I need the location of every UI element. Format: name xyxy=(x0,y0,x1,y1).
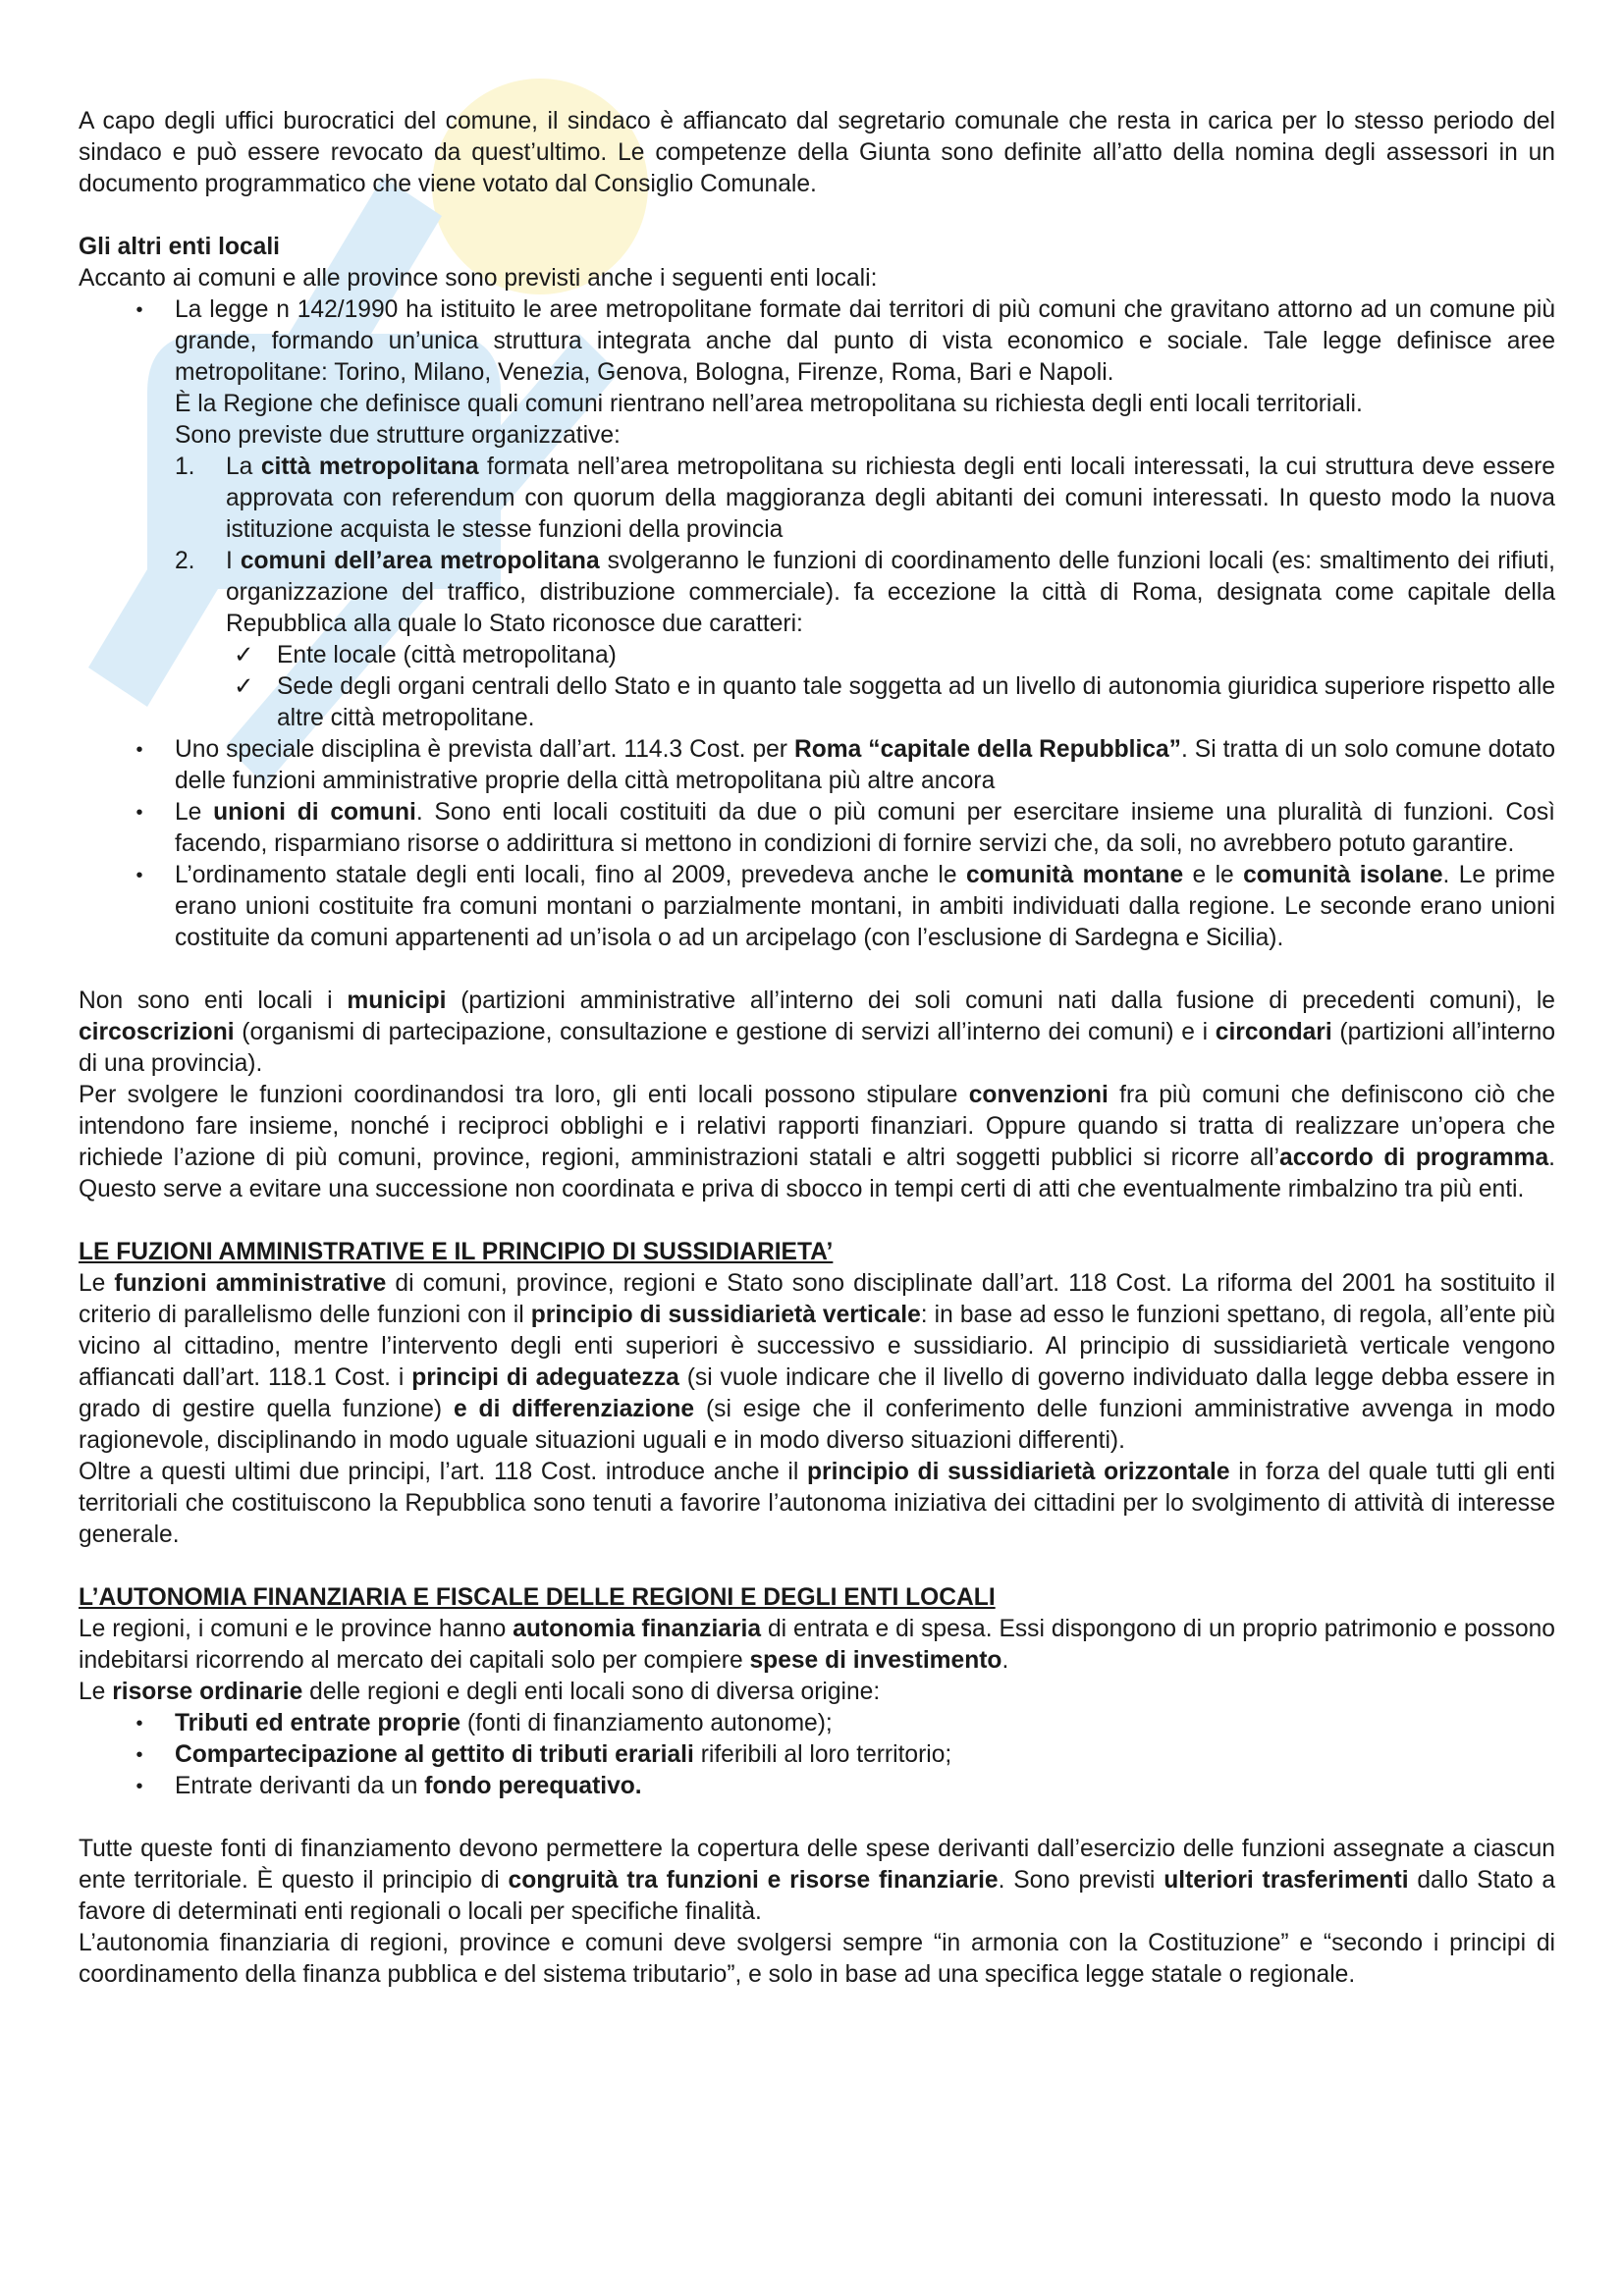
list-item xyxy=(79,797,1555,860)
text-run: di comuni, province, regioni e Stato sono disciplinate dall’art. 118 Cost. La riforma del 2001 ha sostituito il criterio di parallelismo delle funzioni con il xyxy=(79,1270,1555,1328)
bullet-icon: • xyxy=(135,802,143,824)
text-run: dallo Stato a favore di determinati enti regionali o locali per specifiche finalità. xyxy=(79,1867,1556,1925)
text-run: (partizioni amministrative all’interno dei soli comuni nati dalla fusione di precedenti comuni), le xyxy=(446,988,1555,1014)
text-run: Oltre a questi ultimi due principi, l’art. 118 Cost. introduce anche il xyxy=(79,1459,808,1485)
intro-paragraph: A capo degli uffici burocratici del comune, il sindaco è affiancato dal segretario comunale che resta in carica per lo stesso periodo del sindaco e può essere revocato da quest’ultimo. Le competenze della Giunta sono definite all’atto della nomina degli assessori in un documento programmatico che viene votato dal Consiglio Comunale. xyxy=(79,108,1555,197)
document-page xyxy=(79,106,1555,1991)
bullet-icon: • xyxy=(135,739,143,761)
list-item xyxy=(79,1771,1555,1802)
paragraph-armonia: L’autonomia finanziaria di regioni, province e comuni deve svolgersi sempre “in armonia con la Costituzione” e “secondo i principi di coordinamento della finanza pubblica e del sistema tributario”, e solo in base ad una specifica legge statale o regionale. xyxy=(79,1930,1555,1988)
bold-term: municipi xyxy=(347,988,447,1014)
text-run: Per svolgere le funzioni coordinandosi tra loro, gli enti locali possono stipulare xyxy=(79,1082,969,1108)
check-list xyxy=(226,640,1555,734)
numbered-item xyxy=(175,452,1555,546)
list-item xyxy=(79,1739,1555,1771)
list-item xyxy=(79,860,1555,954)
check-item xyxy=(226,640,1555,671)
bold-term: comuni dell’area metropolitana xyxy=(240,548,600,574)
text-run: formata nell’area metropolitana su richiesta degli enti locali interessati, la cui struttura deve essere approvata con referendum con quorum della maggioranza degli abitanti dei comuni interessati. In questo modo la nuova istituzione acquista le stesse funzioni della provincia xyxy=(226,454,1555,543)
bold-term: Tributi ed entrate proprie xyxy=(175,1710,461,1736)
bold-term: risorse ordinarie xyxy=(112,1679,303,1705)
text-run: Le regioni, i comuni e le province hanno xyxy=(79,1616,514,1642)
text-run: . Si tratta di un solo comune dotato delle funzioni amministrative proprie della città metropolitana più altre ancora xyxy=(175,736,1555,794)
bold-term: convenzioni xyxy=(968,1082,1109,1108)
bold-term: Roma “capitale della Repubblica” xyxy=(793,736,1181,763)
bold-term: principio di sussidiarietà verticale xyxy=(530,1302,921,1328)
paragraph-convenzioni xyxy=(79,1080,1555,1205)
checkmark-icon: ✓ xyxy=(234,673,254,700)
bullet-icon: • xyxy=(135,1713,143,1735)
check-item xyxy=(226,671,1555,734)
bold-term: città metropolitana xyxy=(260,454,479,480)
bold-term: unioni di comuni xyxy=(213,799,416,826)
bold-term: fondo perequativo. xyxy=(424,1773,642,1799)
text-run: (organismi di partecipazione, consultazione e gestione di servizi all’interno dei comuni) e i xyxy=(234,1019,1216,1045)
bold-term: accordo di programma xyxy=(1279,1145,1549,1171)
bold-term: e di differenziazione xyxy=(454,1396,695,1422)
bold-term: congruità tra funzioni e risorse finanziarie xyxy=(508,1867,999,1894)
bullet-icon: • xyxy=(135,865,143,886)
bullet-icon: • xyxy=(135,299,143,321)
text-run: in forza del quale tutti gli enti territoriali che costituiscono la Repubblica sono tenuti a favorire l’autonoma iniziativa dei cittadini per lo svolgimento di attività di interesse generale. xyxy=(79,1459,1556,1548)
section-title-funzioni: LE FUZIONI AMMINISTRATIVE E IL PRINCIPIO DI SUSSIDIARIETA’ xyxy=(79,1239,834,1265)
risorse-list xyxy=(79,1708,1555,1802)
text-run: Le xyxy=(175,799,214,826)
text-run: Le xyxy=(79,1270,115,1297)
paragraph-sussidiarieta-orizzontale xyxy=(79,1457,1555,1551)
list-item xyxy=(79,294,1555,734)
list-item xyxy=(79,734,1555,797)
bold-term: autonomia finanziaria xyxy=(513,1616,762,1642)
numbered-list xyxy=(175,452,1555,734)
text-run: I xyxy=(226,548,241,574)
text-run: Uno speciale disciplina è prevista dall’art. 114.3 Cost. per xyxy=(175,736,794,763)
text-run: Non sono enti locali i xyxy=(79,988,348,1014)
text-run: Entrate derivanti da un xyxy=(175,1773,425,1799)
bold-term: spese di investimento xyxy=(749,1647,1002,1674)
text-run: (partizioni all’interno di una provincia). xyxy=(79,1019,1555,1077)
bold-term: circondari xyxy=(1215,1019,1332,1045)
enti-locali-list xyxy=(79,294,1555,954)
text-run: Sede degli organi centrali dello Stato e in quanto tale soggetta ad un livello di autonomia giuridica superiore rispetto alle altre città metropolitane. xyxy=(277,673,1555,731)
text-run: : in base ad esso le funzioni spettano, di regola, all’ente più vicino al cittadino, mentre l’intervento degli enti superiori è successivo e sussidiario. Al principio di sussidiarietà verticale vengono affiancati dall’art. 118.1 Cost. i xyxy=(79,1302,1556,1391)
text-run: Ente locale (città metropolitana) xyxy=(277,642,617,668)
section-lead: Accanto ai comuni e alle province sono previsti anche i seguenti enti locali: xyxy=(79,265,878,292)
bold-term: comunità montane xyxy=(965,862,1184,888)
text-run: (si esige che il conferimento delle funzioni amministrative avvenga in modo ragionevole, disciplinando in modo uguale situazioni uguali e in modo diverso situazioni differenti). xyxy=(79,1396,1556,1454)
list-item-text: Sono previste due strutture organizzative: xyxy=(175,422,621,449)
list-item-text: La legge n 142/1990 ha istituito le aree metropolitane formate dai territori di più comuni che gravitano attorno ad un comune più grande, formando un’unica struttura integrata anche dal punto di vista economico e sociale. Tale legge definisce aree metropolitane: Torino, Milano, Venezia, Genova, Bologna, Firenze, Roma, Bari e Napoli. xyxy=(175,296,1555,386)
paragraph-autonomia xyxy=(79,1614,1555,1677)
paragraph-funzioni xyxy=(79,1268,1555,1457)
bold-term: comunità isolane xyxy=(1243,862,1443,888)
text-run: (si vuole indicare che il livello di governo individuato dalla legge debba essere in grado di gestire quella funzione) xyxy=(79,1364,1555,1422)
text-run: riferibili al loro territorio; xyxy=(693,1741,952,1768)
text-run: . Sono previsti xyxy=(998,1867,1164,1894)
text-run: . Questo serve a evitare una successione non coordinata e priva di sbocco in tempi certi di atti che eventualmente rimbalzino tra più enti. xyxy=(79,1145,1555,1202)
numbered-item xyxy=(175,546,1555,734)
list-item xyxy=(79,1708,1555,1739)
item-number: 2. xyxy=(175,548,195,574)
text-run: Tutte queste fonti di finanziamento devono permettere la copertura delle spese derivanti dall’esercizio delle funzioni assegnate a ciascun ente territoriale. È questo il principio di xyxy=(79,1836,1555,1894)
text-run: (fonti di finanziamento autonome); xyxy=(460,1710,833,1736)
text-run: . Le prime erano unioni costituite fra comuni montani o parzialmente montani, in ambiti individuati dalla regione. Le seconde erano unioni costituite da comuni appartenenti ad un’isola o ad un arcipelago (con l’esclusione di Sardegna e Sicilia). xyxy=(175,862,1555,951)
text-run: e le xyxy=(1183,862,1244,888)
checkmark-icon: ✓ xyxy=(234,642,254,668)
list-item-text: È la Regione che definisce quali comuni rientrano nell’area metropolitana su richiesta degli enti locali territoriali. xyxy=(175,391,1363,417)
text-run: fra più comuni che definiscono ciò che intendono fare insieme, nonché i reciproci obblighi e i relativi rapporti finanziari. Oppure quando si tratta di realizzare un’opera che richiede l’azione di più comuni, province, regioni, amministrazioni statali e altri soggetti pubblici si ricorre all’ xyxy=(79,1082,1555,1171)
section-title-autonomia: L’AUTONOMIA FINANZIARIA E FISCALE DELLE REGIONI E DEGLI ENTI LOCALI xyxy=(79,1584,996,1611)
bold-term: Compartecipazione al gettito di tributi erariali xyxy=(175,1741,694,1768)
text-run: delle regioni e degli enti locali sono di diversa origine: xyxy=(302,1679,881,1705)
paragraph-risorse xyxy=(79,1677,1555,1708)
bold-term: ulteriori trasferimenti xyxy=(1163,1867,1409,1894)
text-run: di entrata e di spesa. Essi dispongono di un proprio patrimonio e possono indebitarsi ricorrendo al mercato dei capitali solo per compiere xyxy=(79,1616,1555,1674)
text-run: La xyxy=(226,454,261,480)
item-number: 1. xyxy=(175,454,195,480)
bold-term: principio di sussidiarietà orizzontale xyxy=(807,1459,1230,1485)
section-title-altri-enti: Gli altri enti locali xyxy=(79,234,280,260)
bold-term: circoscrizioni xyxy=(79,1019,235,1045)
bold-term: funzioni amministrative xyxy=(114,1270,387,1297)
paragraph-congruita xyxy=(79,1834,1555,1928)
text-run: svolgeranno le funzioni di coordinamento delle funzioni locali (es: smaltimento dei rifiuti, organizzazione del traffico, distribuzione commerciale). fa eccezione la città di Roma, designata come capitale della Repubblica alla quale lo Stato riconosce due caratteri: xyxy=(226,548,1555,637)
bullet-icon: • xyxy=(135,1744,143,1766)
text-run: Le xyxy=(79,1679,113,1705)
text-run: . Sono enti locali costituiti da due o più comuni per esercitare insieme una pluralità di funzioni. Così facendo, risparmiano risorse o addirittura si mettono in condizioni di fornire servizi che, da soli, no avrebbero potuto garantire. xyxy=(175,799,1555,857)
paragraph-non-enti xyxy=(79,986,1555,1080)
text-run: L’ordinamento statale degli enti locali, fino al 2009, prevedeva anche le xyxy=(175,862,966,888)
bullet-icon: • xyxy=(135,1776,143,1797)
text-run: . xyxy=(1001,1647,1009,1674)
bold-term: principi di adeguatezza xyxy=(411,1364,679,1391)
